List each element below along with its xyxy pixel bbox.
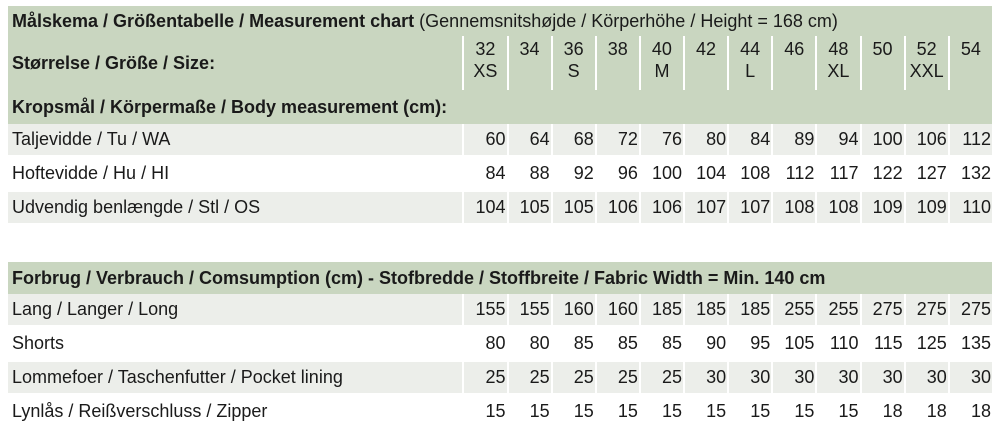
size-column-header bbox=[773, 36, 815, 90]
size-column-header bbox=[464, 36, 506, 90]
size-letter: S bbox=[567, 61, 580, 81]
table-cell: 155 bbox=[509, 294, 551, 325]
table-row bbox=[8, 158, 992, 189]
row-label: Lommefoer / Taschenfutter / Pocket lining bbox=[8, 362, 462, 393]
table-cell: 185 bbox=[729, 294, 771, 325]
row-label: Hoftevidde / Hu / HI bbox=[8, 158, 462, 189]
row-label: Udvendig benlængde / Stl / OS bbox=[8, 192, 462, 223]
table-cell: 108 bbox=[773, 192, 815, 223]
table-cell: 104 bbox=[464, 192, 506, 223]
table-cell: 100 bbox=[641, 158, 683, 189]
table-cell: 108 bbox=[817, 192, 859, 223]
table-cell: 255 bbox=[817, 294, 859, 325]
size-number: 36 bbox=[563, 39, 584, 59]
table-cell: 85 bbox=[641, 328, 683, 359]
size-letter: L bbox=[745, 61, 756, 81]
table-cell: 107 bbox=[685, 192, 727, 223]
size-number: 32 bbox=[475, 39, 496, 59]
body-measurement-heading-row bbox=[8, 90, 992, 124]
size-letter: XS bbox=[473, 61, 498, 81]
size-column-header bbox=[685, 36, 727, 90]
table-cell: 60 bbox=[464, 124, 506, 155]
table-cell: 30 bbox=[773, 362, 815, 393]
table-cell: 25 bbox=[509, 362, 551, 393]
table-cell: 30 bbox=[950, 362, 992, 393]
table-cell: 30 bbox=[906, 362, 948, 393]
table-cell: 15 bbox=[729, 396, 771, 427]
chart-title-row bbox=[8, 6, 992, 36]
size-column-header bbox=[906, 36, 948, 90]
table-cell: 112 bbox=[773, 158, 815, 189]
table-cell: 185 bbox=[641, 294, 683, 325]
row-label: Lynlås / Reißverschluss / Zipper bbox=[8, 396, 462, 427]
table-cell: 25 bbox=[553, 362, 595, 393]
table-cell: 30 bbox=[729, 362, 771, 393]
table-row bbox=[8, 396, 992, 427]
table-cell: 275 bbox=[862, 294, 904, 325]
table-cell: 94 bbox=[817, 124, 859, 155]
table-cell: 18 bbox=[950, 396, 992, 427]
table-row bbox=[8, 362, 992, 393]
table-cell: 109 bbox=[862, 192, 904, 223]
size-column-header bbox=[817, 36, 859, 90]
table-cell: 95 bbox=[729, 328, 771, 359]
table-cell: 100 bbox=[862, 124, 904, 155]
consumption-heading-row bbox=[8, 262, 992, 294]
size-column-header bbox=[729, 36, 771, 90]
table-cell: 185 bbox=[685, 294, 727, 325]
table-cell: 15 bbox=[464, 396, 506, 427]
table-cell: 112 bbox=[950, 124, 992, 155]
table-row bbox=[8, 328, 992, 359]
table-cell: 72 bbox=[597, 124, 639, 155]
table-cell: 68 bbox=[553, 124, 595, 155]
table-cell: 108 bbox=[729, 158, 771, 189]
table-cell: 105 bbox=[773, 328, 815, 359]
size-letter: M bbox=[654, 61, 670, 81]
table-cell: 80 bbox=[464, 328, 506, 359]
table-cell: 80 bbox=[509, 328, 551, 359]
size-column-header bbox=[509, 36, 551, 90]
table-cell: 30 bbox=[685, 362, 727, 393]
table-cell: 15 bbox=[641, 396, 683, 427]
table-cell: 25 bbox=[597, 362, 639, 393]
size-number: 52 bbox=[916, 39, 937, 59]
table-cell: 76 bbox=[641, 124, 683, 155]
size-letter: XXL bbox=[909, 61, 944, 81]
table-cell: 64 bbox=[509, 124, 551, 155]
row-label: Lang / Langer / Long bbox=[8, 294, 462, 325]
table-cell: 109 bbox=[906, 192, 948, 223]
table-cell: 117 bbox=[817, 158, 859, 189]
table-cell: 92 bbox=[553, 158, 595, 189]
size-column-header bbox=[641, 36, 683, 90]
size-column-header bbox=[862, 36, 904, 90]
table-cell: 85 bbox=[553, 328, 595, 359]
table-cell: 88 bbox=[509, 158, 551, 189]
table-cell: 84 bbox=[729, 124, 771, 155]
chart-title-height: (Gennemsnitshøjde / Körperhöhe / Height = 168 cm) bbox=[419, 10, 838, 31]
table-cell: 160 bbox=[597, 294, 639, 325]
table-cell: 105 bbox=[509, 192, 551, 223]
row-label: Shorts bbox=[8, 328, 462, 359]
table-cell: 18 bbox=[906, 396, 948, 427]
table-cell: 15 bbox=[553, 396, 595, 427]
table-cell: 275 bbox=[950, 294, 992, 325]
table-cell: 122 bbox=[862, 158, 904, 189]
table-cell: 30 bbox=[817, 362, 859, 393]
size-number: 42 bbox=[696, 39, 717, 59]
size-number: 54 bbox=[960, 39, 981, 59]
table-cell: 155 bbox=[464, 294, 506, 325]
table-cell: 127 bbox=[906, 158, 948, 189]
size-number: 48 bbox=[828, 39, 849, 59]
size-number: 38 bbox=[607, 39, 628, 59]
size-column-header bbox=[950, 36, 992, 90]
table-cell: 135 bbox=[950, 328, 992, 359]
table-row bbox=[8, 192, 992, 223]
table-cell: 125 bbox=[906, 328, 948, 359]
table-cell: 25 bbox=[464, 362, 506, 393]
table-cell: 25 bbox=[641, 362, 683, 393]
table-cell: 105 bbox=[553, 192, 595, 223]
table-cell: 104 bbox=[685, 158, 727, 189]
table-cell: 106 bbox=[906, 124, 948, 155]
table-cell: 15 bbox=[817, 396, 859, 427]
table-cell: 84 bbox=[464, 158, 506, 189]
table-cell: 15 bbox=[685, 396, 727, 427]
size-number: 50 bbox=[872, 39, 893, 59]
row-label: Taljevidde / Tu / WA bbox=[8, 124, 462, 155]
table-cell: 80 bbox=[685, 124, 727, 155]
table-cell: 106 bbox=[597, 192, 639, 223]
table-row bbox=[8, 294, 992, 325]
size-number: 46 bbox=[784, 39, 805, 59]
table-cell: 132 bbox=[950, 158, 992, 189]
size-column-header bbox=[597, 36, 639, 90]
table-cell: 115 bbox=[862, 328, 904, 359]
size-number: 34 bbox=[519, 39, 540, 59]
size-column-header bbox=[553, 36, 595, 90]
table-cell: 89 bbox=[773, 124, 815, 155]
table-row bbox=[8, 124, 992, 155]
table-cell: 110 bbox=[817, 328, 859, 359]
table-cell: 30 bbox=[862, 362, 904, 393]
table-cell: 15 bbox=[597, 396, 639, 427]
table-cell: 15 bbox=[773, 396, 815, 427]
table-cell: 96 bbox=[597, 158, 639, 189]
consumption-table bbox=[6, 262, 994, 427]
table-cell: 15 bbox=[509, 396, 551, 427]
table-cell: 106 bbox=[641, 192, 683, 223]
chart-title bbox=[8, 6, 992, 36]
table-cell: 110 bbox=[950, 192, 992, 223]
size-number: 40 bbox=[651, 39, 672, 59]
table-cell: 90 bbox=[685, 328, 727, 359]
size-number: 44 bbox=[740, 39, 761, 59]
size-letter: XL bbox=[827, 61, 850, 81]
size-header-row bbox=[8, 36, 992, 90]
body-measurement-heading: Kropsmål / Körpermaße / Body measurement (cm): bbox=[8, 90, 992, 124]
table-cell: 275 bbox=[906, 294, 948, 325]
chart-title-bold: Målskema / Größentabelle / Measurement chart bbox=[12, 10, 415, 31]
size-label: Størrelse / Größe / Size: bbox=[8, 36, 462, 90]
measurement-table bbox=[6, 6, 994, 223]
table-cell: 85 bbox=[597, 328, 639, 359]
table-cell: 255 bbox=[773, 294, 815, 325]
consumption-heading: Forbrug / Verbrauch / Comsumption (cm) - Stofbredde / Stoffbreite / Fabric Width = Min. 140 cm bbox=[8, 262, 992, 294]
table-cell: 18 bbox=[862, 396, 904, 427]
table-cell: 160 bbox=[553, 294, 595, 325]
table-cell: 107 bbox=[729, 192, 771, 223]
